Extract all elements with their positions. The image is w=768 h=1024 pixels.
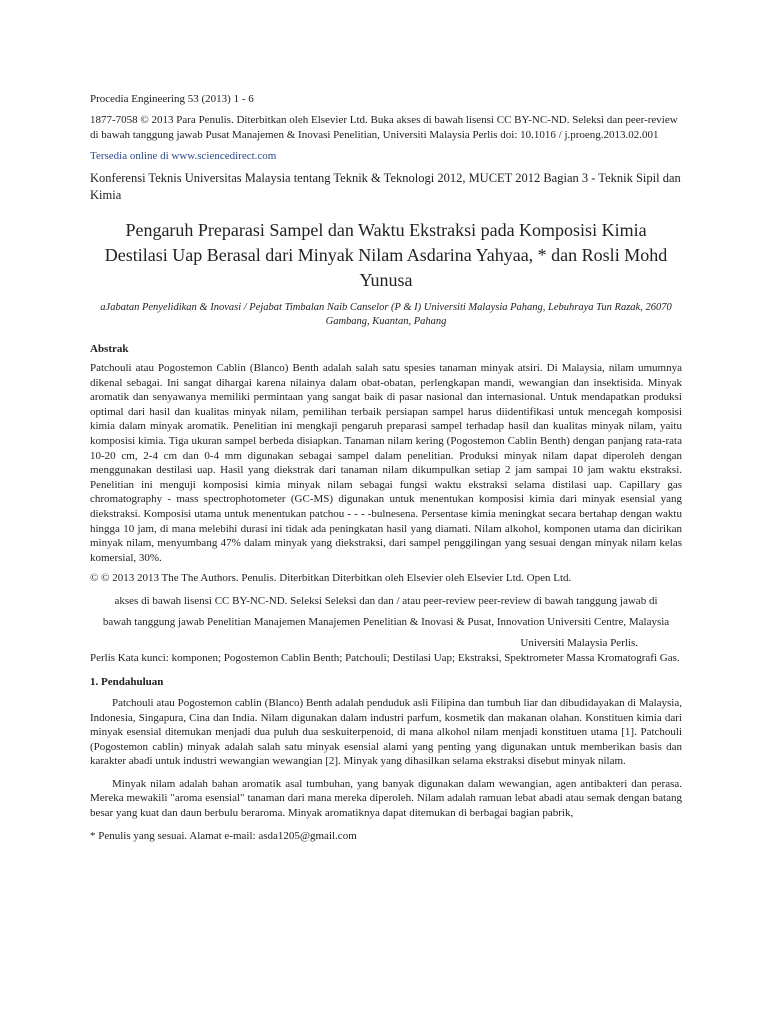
intro-paragraph-1: Patchouli atau Pogostemon cablin (Blanco) Benth adalah penduduk asli Filipina dan tumbuh liar dan dibudidayakan di Malaysia, Indonesia, Singapura, Cina dan India. Nilam digunakan dalam industri parfum, kosmetik dan makanan olahan. Konstituen kimia dari minyak esensial ditemukan menjadi dua puluh dua seskuiterpenoid, di mana alkohol nilam menjadi konstituen utama [1]. Patchouli (Pogostemon cablin) minyak adalah salah satu minyak esensial alami yang penting yang digunakan untuk memberikan basis dan karakter abadi untuk industri wewangian wewangian [2]. Minyak yang dihasilkan selama ekstraksi disebut minyak nilam. bbox=[90, 696, 682, 768]
university-line: Universiti Malaysia Perlis. bbox=[520, 637, 638, 650]
author-affiliation: aJabatan Penyelidikan & Inovasi / Pejabat Timbalan Naib Canselor (P & I) Universiti Malaysia Pahang, Lebuhraya Tun Razak, 26070 Gambang, Kuantan, Pahang bbox=[100, 302, 672, 327]
available-online-link[interactable]: Tersedia online di www.sciencedirect.com bbox=[90, 150, 277, 162]
section-heading-introduction: 1. Pendahuluan bbox=[90, 675, 164, 688]
abstract-heading: Abstrak bbox=[90, 343, 129, 355]
access-line-1: akses di bawah lisensi CC BY-NC-ND. Seleksi Seleksi dan dan / atau peer-review peer-review di bawah tanggung jawab di bbox=[114, 595, 658, 608]
license-statement: 1877-7058 © 2013 Para Penulis. Diterbitkan oleh Elsevier Ltd. Buka akses di bawah lisensi CC BY-NC-ND. Seleksi dan peer-review di bawah tanggung jawab Pusat Manajemen & Inovasi Penelitian, Universiti Malaysia Perlis doi: 10.1016 / j.proeng.2013.02.001 bbox=[90, 114, 678, 141]
conference-name: Konferensi Teknis Universitas Malaysia tentang Teknik & Teknologi 2012, MUCET 2012 Bagian 3 - Teknik Sipil dan Kimia bbox=[90, 171, 681, 202]
keywords: Perlis Kata kunci: komponen; Pogostemon Cablin Benth; Patchouli; Destilasi Uap; Ekstraksi, Spektrometer Massa Kromatografi Gas. bbox=[90, 652, 680, 665]
journal-citation: Procedia Engineering 53 (2013) 1 - 6 bbox=[90, 93, 254, 105]
corresponding-author-footnote: * Penulis yang sesuai. Alamat e-mail: asda1205@gmail.com bbox=[90, 829, 357, 842]
intro-paragraph-2: Minyak nilam adalah bahan aromatik asal tumbuhan, yang banyak digunakan dalam wewangian, agen antibakteri dan perasa. Mereka mewakili "aroma esensial" tanaman dari mana mereka diperoleh. Nilam adalah ramuan lebat abadi atau semak dengan batang besar yang kuat dan daun berbulu beraroma. Minyak aromatiknya dapat ditemukan di berbagai bagian pabrik, bbox=[90, 777, 682, 820]
copyright-line: © © 2013 2013 The The Authors. Penulis. Diterbitkan Diterbitkan oleh Elsevier oleh Elsevier Ltd. Open Ltd. bbox=[90, 572, 572, 585]
abstract-text: Patchouli atau Pogostemon Cablin (Blanco) Benth adalah salah satu spesies tanaman minyak atsiri. Di Malaysia, nilam umumnya dikenal sebagai. Ini sangat dihargai karena nilainya dalam obat-obatan, perlengkapan mandi, wewangian dan insektisida. Minyak aromatik dan senyawanya memiliki permintaan yang sangat baik di pasar nasional dan internasional. Untuk mendapatkan produksi optimal dari hasil dan kualitas minyak nilam, pemilihan terbaik persiapan sampel harus diidentifikasi untuk mencegah komposisi kimia dalam minyak aromatik. Penelitian ini mengkaji pengaruh preparasi sampel terhadap hasil dan kualitas minyak nilam, yaitu komposisi kimia. Tiga ukuran sampel berbeda disiapkan. Tanaman nilam kering (Pogostemon Cablin Benth) dengan panjang rata-rata 10-20 cm, 2-4 cm dan 0-4 mm digunakan sebagai sampel dalam penelitian. Produksi minyak nilam dapat diperoleh dengan menggunakan destilasi uap. Hasil yang diekstrak dari tanaman nilam dikumpulkan setiap 2 jam sampai 10 jam waktu ekstraksi. Penelitian ini menguji komposisi kimia minyak nilam sebagai fungsi waktu ekstraksi selama distilasi uap. Capillary gas chromatography - mass spectrophotometer (GC-MS) digunakan untuk menentukan komposisi kimia dari minyak esensial yang diekstraksi. Komposisi utama untuk menentukan patchou - - - -bulnesena. Persentase kimia meningkat secara bertahap dengan waktu hingga 10 jam, di mana melebihi durasi ini tidak ada peningkatan hasil yang diamati. Nilam alkohol, komponen utama dan dicirikan minyak nilam, menyumbang 47% dalam minyak yang diekstraksi, dari sampel penggilingan yang sesuai dengan minyak nilam kelas komersial, 30%. bbox=[90, 362, 682, 564]
access-line-2: bawah tanggung jawab Penelitian Manajemen Manajemen Penelitian & Inovasi & Pusat, Innovation Universiti Centre, Malaysia bbox=[102, 616, 670, 629]
paper-title: Pengaruh Preparasi Sampel dan Waktu Ekstraksi pada Komposisi Kimia Destilasi Uap Berasal dari Minyak Nilam Asdarina Yahyaa, * dan Rosli Mohd Yunusa bbox=[104, 220, 668, 290]
